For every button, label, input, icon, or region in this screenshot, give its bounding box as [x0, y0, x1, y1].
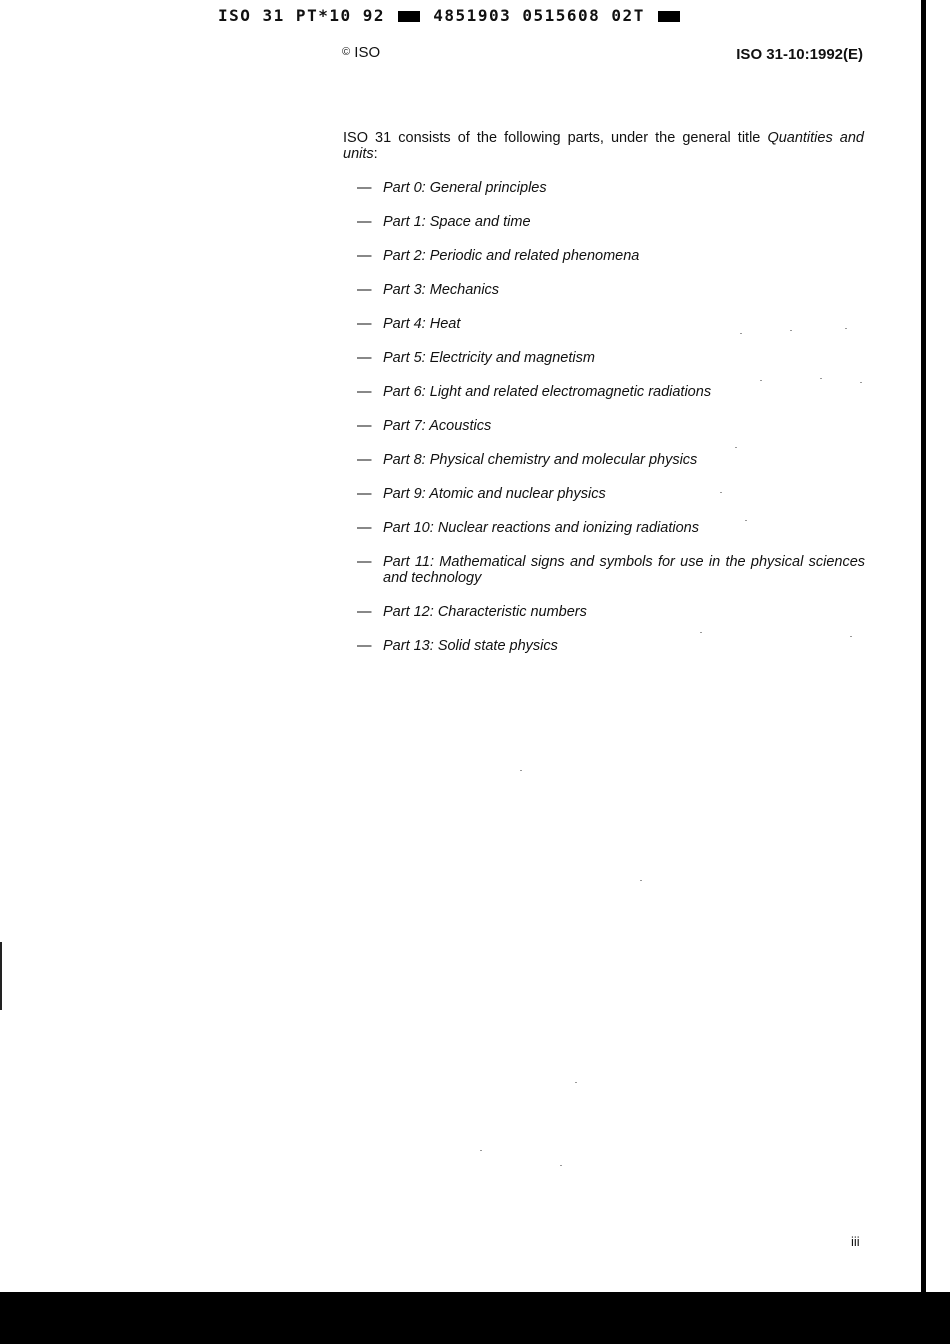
part-title: Mathematical signs and symbols for use in the physical sciences and technology: [383, 554, 866, 586]
copyright-icon: ©: [342, 46, 351, 58]
part-label: Part 12:: [383, 604, 434, 620]
list-item: [357, 180, 865, 196]
list-item: [357, 604, 865, 620]
list-item: [357, 316, 865, 332]
scan-code-left: ISO 31 PT*10 92: [218, 6, 385, 25]
part-title: Characteristic numbers: [437, 604, 587, 620]
intro-text: ISO 31 consists of the following parts, under the general title: [343, 130, 768, 146]
part-title: Light and related electromagnetic radiations: [429, 384, 712, 400]
part-label: Part 6:: [383, 384, 426, 400]
scan-edge-bottom: [0, 1292, 950, 1344]
dash-marker: —: [357, 452, 372, 468]
page-number: iii: [851, 1234, 860, 1249]
part-title: Mechanics: [429, 282, 500, 298]
list-item: [357, 520, 865, 536]
list-item: [357, 486, 865, 502]
dash-marker: —: [357, 214, 372, 230]
parts-list: [357, 180, 865, 672]
part-title: Acoustics: [429, 418, 492, 434]
scan-code-right-2: 02T: [611, 6, 645, 25]
part-title: Heat: [429, 316, 461, 332]
scan-edge-left: [0, 942, 2, 1010]
part-title: Nuclear reactions and ionizing radiations: [437, 520, 699, 536]
list-item: [357, 248, 865, 264]
intro-paragraph: [343, 130, 864, 162]
copyright-text: ISO: [354, 44, 381, 61]
dash-marker: —: [357, 248, 372, 264]
dash-marker: —: [357, 350, 372, 366]
part-label: Part 7:: [383, 418, 426, 434]
part-label: Part 3:: [383, 282, 426, 298]
part-label: Part 13:: [383, 638, 434, 654]
scan-header-code: [218, 6, 682, 25]
list-item: [357, 282, 865, 298]
part-label: Part 11:: [383, 554, 434, 570]
part-label: Part 1:: [383, 214, 426, 230]
scan-edge-right: [921, 0, 926, 1300]
list-item: [357, 638, 865, 654]
part-title: General principles: [429, 180, 547, 196]
list-item: [357, 214, 865, 230]
dash-marker: —: [357, 418, 372, 434]
part-label: Part 4:: [383, 316, 426, 332]
dash-marker: —: [357, 554, 372, 570]
part-label: Part 8:: [383, 452, 426, 468]
part-title: Atomic and nuclear physics: [429, 486, 606, 502]
intro-title: Quantities and units: [343, 130, 864, 162]
copyright-notice: [342, 44, 380, 61]
list-item: [357, 452, 865, 468]
list-item: [357, 384, 865, 400]
part-title: Electricity and magnetism: [429, 350, 595, 366]
intro-suffix: :: [373, 146, 378, 162]
dash-marker: —: [357, 180, 372, 196]
part-title: Space and time: [429, 214, 531, 230]
part-label: Part 9:: [383, 486, 426, 502]
dash-marker: —: [357, 520, 372, 536]
standard-id: ISO 31-10:1992(E): [736, 46, 863, 63]
dash-marker: —: [357, 486, 372, 502]
list-item: [357, 554, 865, 586]
part-title: Periodic and related phenomena: [429, 248, 640, 264]
scan-code-right-1: 4851903 0515608: [433, 6, 601, 25]
dash-marker: —: [357, 384, 372, 400]
scan-block-mark: [398, 11, 420, 22]
dash-marker: —: [357, 638, 372, 654]
part-title: Solid state physics: [437, 638, 558, 654]
dash-marker: —: [357, 282, 372, 298]
list-item: [357, 350, 865, 366]
part-title: Physical chemistry and molecular physics: [429, 452, 698, 468]
dash-marker: —: [357, 604, 372, 620]
part-label: Part 0:: [383, 180, 426, 196]
list-item: [357, 418, 865, 434]
dash-marker: —: [357, 316, 372, 332]
part-label: Part 2:: [383, 248, 426, 264]
part-label: Part 5:: [383, 350, 426, 366]
part-label: Part 10:: [383, 520, 434, 536]
scan-block-mark: [658, 11, 680, 22]
